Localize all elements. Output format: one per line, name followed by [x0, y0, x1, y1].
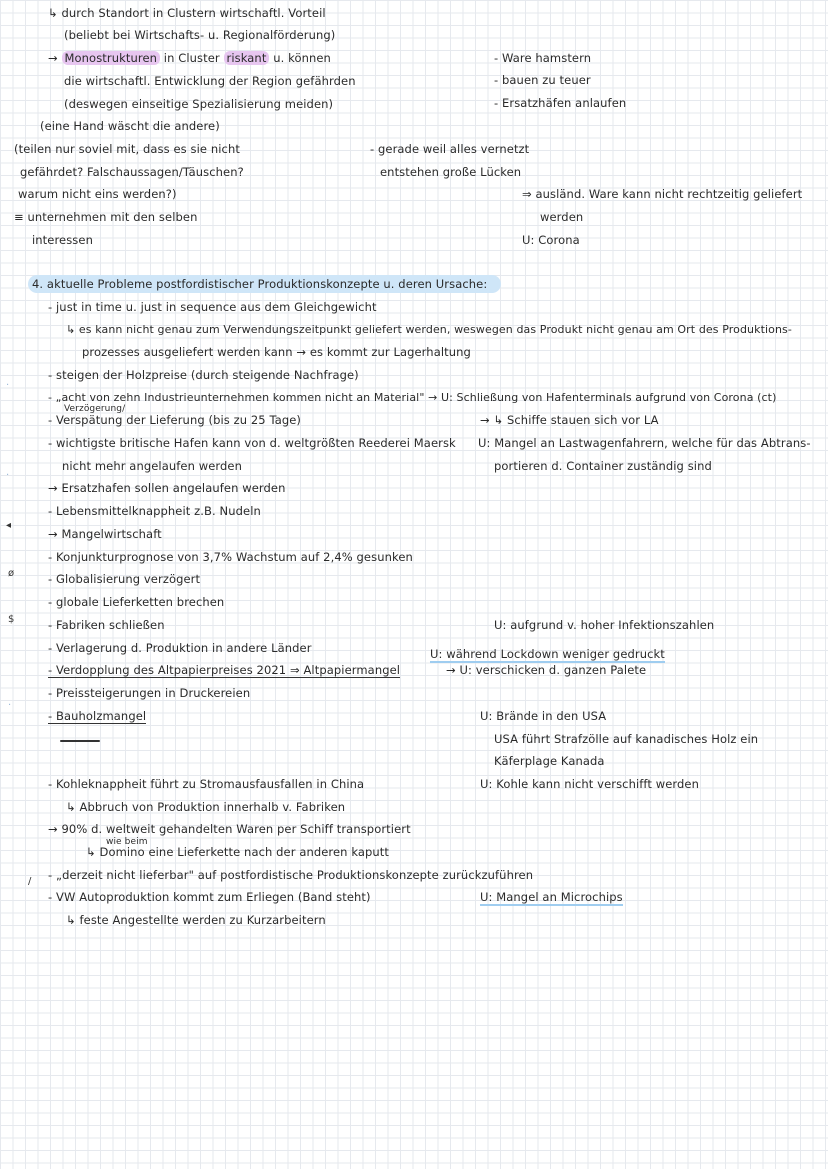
note-line: - Kohleknappheit führt zu Stromausfausfallen in China [48, 777, 365, 791]
margin-mark: ◂ [6, 520, 12, 531]
note-line: portieren d. Container zuständig sind [494, 459, 712, 473]
note-line: (beliebt bei Wirtschafts- u. Regionalförderung) [64, 28, 336, 42]
note-line: → Ersatzhafen sollen angelaufen werden [48, 481, 286, 495]
note-line [430, 647, 665, 662]
note-line: gefährdet? Falschaussagen/Täuschen? [20, 165, 244, 179]
note-line: → ↳ Schiffe stauen sich vor LA [480, 413, 659, 427]
note-line: - VW Autoproduktion kommt zum Erliegen (Band steht) [48, 890, 371, 904]
note-annotation: wie beim [106, 837, 148, 847]
note-line: ↳ Abbruch von Produktion innerhalb v. Fabriken [66, 800, 346, 814]
note-line: (deswegen einseitige Spezialisierung meiden) [64, 97, 334, 111]
note-line: entstehen große Lücken [380, 165, 522, 179]
margin-mark: ø [8, 568, 15, 579]
margin-dot: · [6, 470, 10, 481]
note-line: ↳ Domino eine Lieferkette nach der anderen kaputt [86, 845, 390, 859]
note-annotation: Verzögerung/ [64, 404, 126, 414]
note-line: → 90% d. weltweit gehandelten Waren per Schiff transportiert [48, 822, 411, 836]
note-line: Käferplage Kanada [494, 754, 605, 768]
note-line: - Ware hamstern [494, 51, 592, 65]
note-line: prozesses ausgeliefert werden kann → es kommt zur Lagerhaltung [82, 345, 471, 359]
note-line: (eine Hand wäscht die andere) [40, 119, 220, 133]
note-line: - Ersatzhäfen anlaufen [494, 96, 627, 110]
note-line: U: aufgrund v. hoher Infektionszahlen [494, 618, 715, 632]
note-line [48, 709, 146, 724]
note-line: - just in time u. just in sequence aus dem Gleichgewicht [48, 300, 377, 314]
note-line [48, 51, 331, 66]
note-line: - gerade weil alles vernetzt [370, 142, 530, 156]
note-line: - bauen zu teuer [494, 73, 591, 87]
note-line: - Verspätung der Lieferung (bis zu 25 Tage) [48, 413, 302, 427]
underlined-text: U: Mangel an Microchips [480, 890, 623, 904]
underlined-text: - Bauholzmangel [48, 709, 147, 723]
arrow: → [48, 51, 58, 65]
note-line: - Verlagerung d. Produktion in andere Länder [48, 641, 312, 655]
note-line: - Globalisierung verzögert [48, 572, 201, 586]
note-line: - Preissteigerungen in Druckereien [48, 686, 251, 700]
note-line: nicht mehr angelaufen werden [62, 459, 242, 473]
note-line: - globale Lieferketten brechen [48, 595, 225, 609]
note-line: U: Brände in den USA [480, 709, 607, 723]
margin-dot: · [8, 700, 12, 711]
note-line: U: Kohle kann nicht verschifft werden [480, 777, 699, 791]
highlighted-term: riskant [224, 51, 270, 65]
note-text: in Cluster [163, 51, 220, 65]
note-line: ⇒ ausländ. Ware kann nicht rechtzeitig geliefert [522, 187, 803, 201]
note-line: werden [540, 210, 584, 224]
highlighted-term: Monostrukturen [62, 51, 161, 65]
section-heading [28, 277, 501, 292]
heading-text: 4. aktuelle Probleme postfordistischer Produktionskonzepte u. deren Ursache: [28, 275, 501, 293]
note-line: interessen [32, 233, 93, 247]
margin-mark: / [28, 876, 32, 887]
note-line: ↳ es kann nicht genau zum Verwendungszeitpunkt geliefert werden, weswegen das Produkt nicht genau am Ort des Produktions- [66, 323, 792, 336]
margin-mark: $ [8, 614, 15, 625]
note-text: u. können [273, 51, 331, 65]
note-line [48, 663, 400, 678]
note-line: - „derzeit nicht lieferbar" auf postfordistische Produktionskonzepte zurückzuführen [48, 868, 534, 882]
note-line: die wirtschaftl. Entwicklung der Region gefährden [64, 74, 356, 88]
note-line: U: Mangel an Lastwagenfahrern, welche für das Abtrans- [478, 436, 811, 450]
note-line: → U: verschicken d. ganzen Palete [446, 663, 647, 677]
note-line: ≡ unternehmen mit den selben [14, 210, 198, 224]
note-line: - steigen der Holzpreise (durch steigende Nachfrage) [48, 368, 359, 382]
note-line: USA führt Strafzölle auf kanadisches Holz ein [494, 732, 759, 746]
underlined-text: - Verdopplung des Altpapierpreises 2021 ⇒ Altpapiermangel [48, 663, 401, 677]
note-line: U: Corona [522, 233, 580, 247]
note-line: warum nicht eins werden?) [18, 187, 177, 201]
note-line: - Fabriken schließen [48, 618, 165, 632]
note-line: - „acht von zehn Industrieunternehmen kommen nicht an Material" → U: Schließung von Hafenterminals aufgrund von Corona (ct) [48, 391, 777, 404]
note-line: - Konjunkturprognose von 3,7% Wachstum auf 2,4% gesunken [48, 550, 413, 564]
note-line: → Mangelwirtschaft [48, 527, 162, 541]
underlined-text: U: während Lockdown weniger gedruckt [430, 647, 665, 661]
note-line: - Lebensmittelknappheit z.B. Nudeln [48, 504, 261, 518]
note-line: ↳ feste Angestellte werden zu Kurzarbeitern [66, 913, 326, 927]
pen-stroke [60, 740, 100, 742]
note-line: ↳ durch Standort in Clustern wirtschaftl. Vorteil [48, 6, 326, 20]
margin-dot: · [6, 380, 10, 391]
note-line: (teilen nur soviel mit, dass es sie nicht [14, 142, 240, 156]
note-line [480, 890, 623, 905]
note-line: - wichtigste britische Hafen kann von d. weltgrößten Reederei Maersk [48, 436, 456, 450]
